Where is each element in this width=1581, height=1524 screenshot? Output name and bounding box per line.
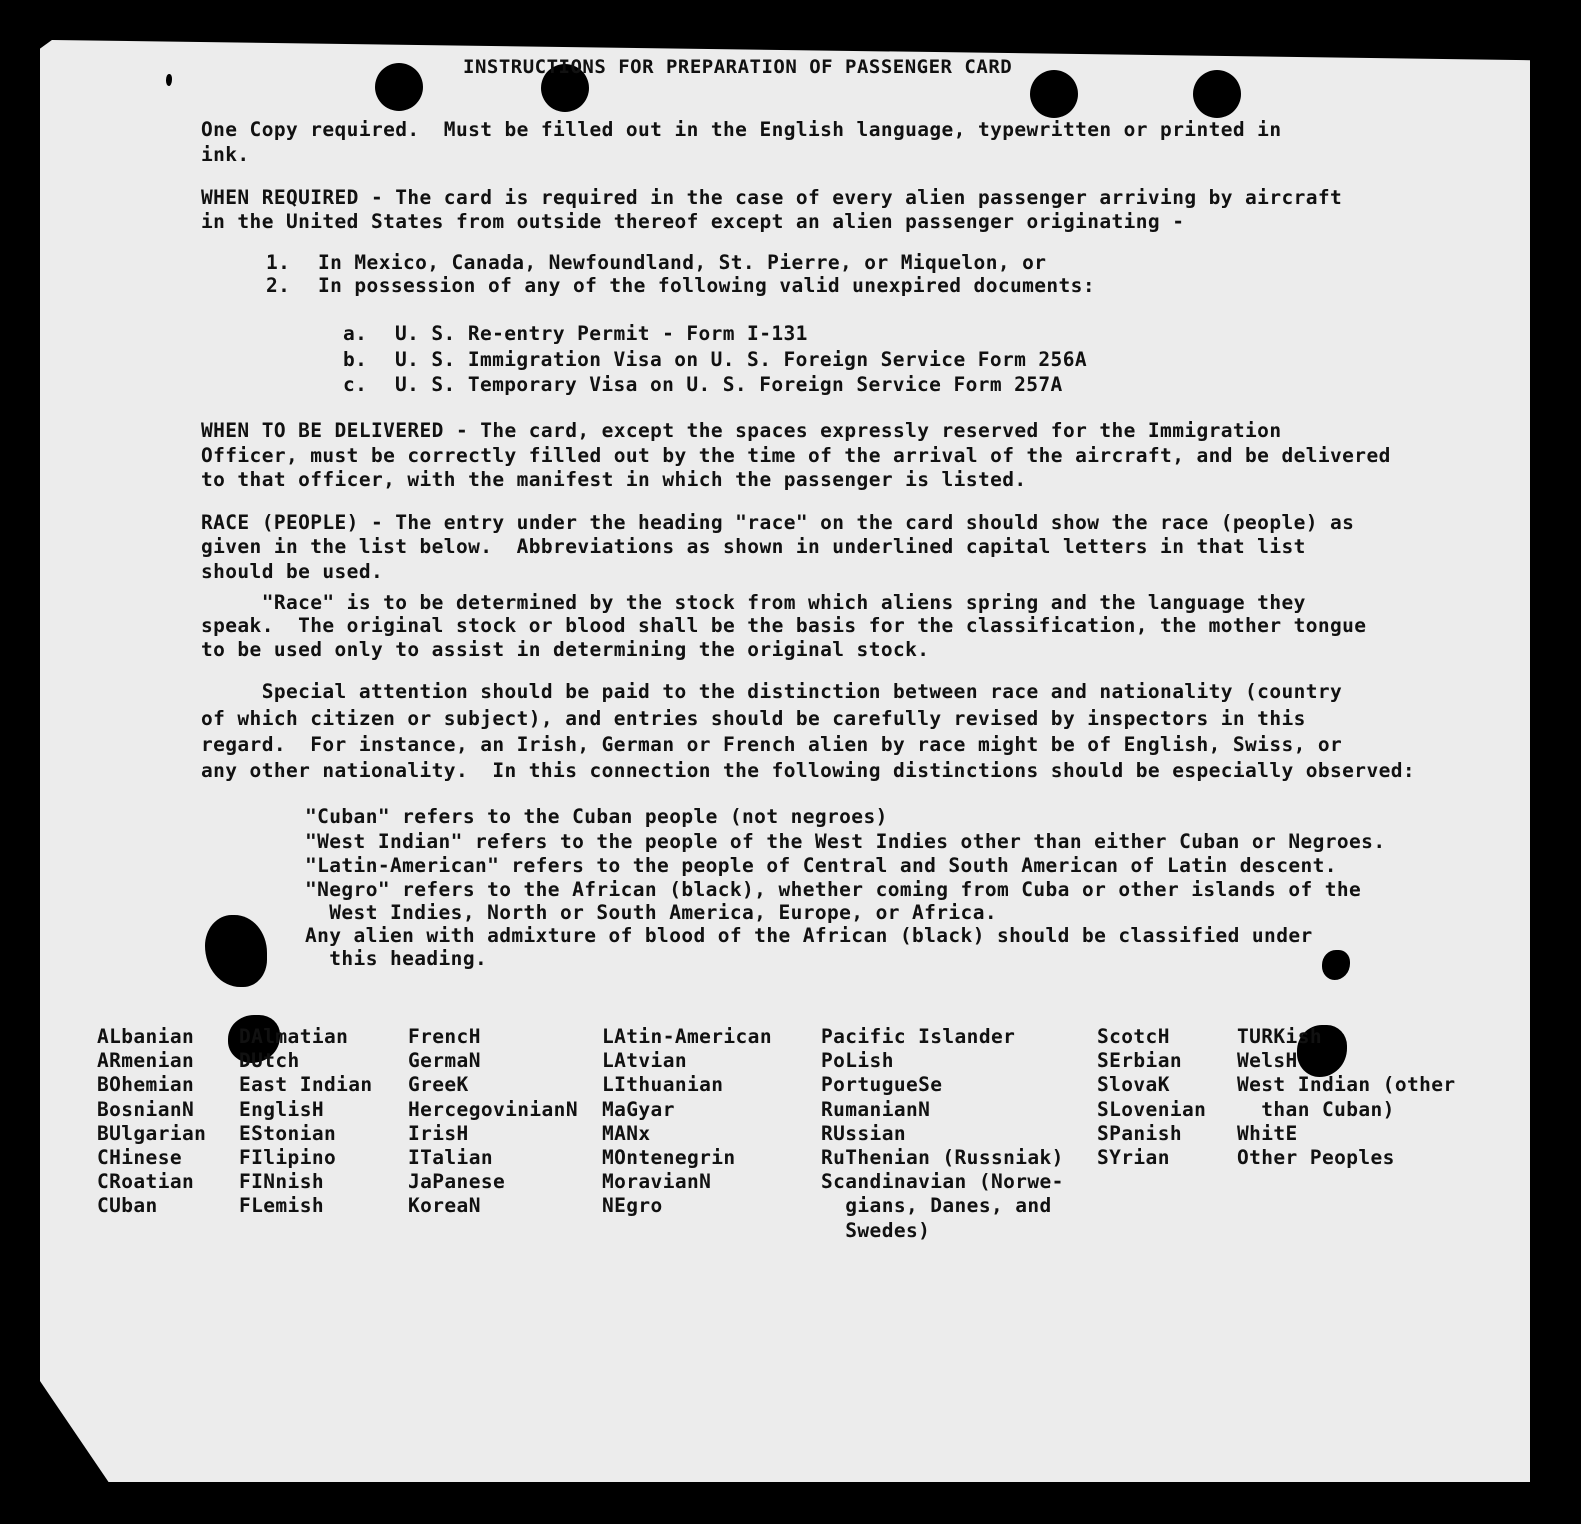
race-entry: Pacific Islander [821,1025,1016,1048]
race-entry: ITalian [408,1146,493,1170]
race-entry: Scandinavian (Norwe- [821,1170,1064,1194]
race-entry: WelsH [1237,1049,1298,1073]
race-entry: GreeK [408,1073,469,1097]
race-entry: FINnish [239,1170,324,1194]
race-entry: FIlipino [239,1146,337,1170]
race-entry: LAtvian [602,1049,687,1073]
special-line-4: any other nationality. In this connection the following distinctions should be especially observed: [201,759,1415,782]
intro-line-1: One Copy required. Must be filled out in the English language, typewritten or printed in [201,118,1282,141]
race-list-column-4 [602,1025,772,1219]
distinction-admixture: Any alien with admixture of blood of the African (black) should be classified under [305,924,1313,947]
race-entry: ARmenian [97,1049,195,1073]
race-entry: MaGyar [602,1097,675,1121]
race-line-2: given in the list below. Abbreviations as shown in underlined capital letters in that list [201,535,1306,558]
race-entry: BUlgarian [97,1121,207,1145]
punch-hole [1030,70,1078,118]
race-entry: MANx [602,1121,651,1145]
when-required-line-2: in the United States from outside thereof except an alien passenger originating - [201,210,1185,233]
race-entry: than Cuban) [1237,1097,1395,1121]
race-entry: BosnianN [97,1097,195,1121]
race-entry: LIthuanian [602,1073,724,1097]
intro-line-2: ink. [201,143,250,166]
race-entry: SPanish [1097,1121,1182,1145]
distinction-west-indian: "West Indian" refers to the people of the West Indies other than either Cuban or Negroes. [305,830,1386,853]
distinction-negro-cont: West Indies, North or South America, Europe, or Africa. [305,901,997,924]
race-entry: NEgro [602,1194,663,1218]
race-defined-line-2: speak. The original stock or blood shall be the basis for the classification, the mother tongue [201,614,1367,637]
race-entry: ScotcH [1097,1025,1170,1048]
numbered-1-text: In Mexico, Canada, Newfoundland, St. Pierre, or Miquelon, or [318,251,1047,274]
distinction-latin-american: "Latin-American" refers to the people of Central and South American of Latin descent. [305,854,1337,877]
race-entry: EnglisH [239,1097,324,1121]
numbered-1-num: 1. [266,251,291,274]
document-c-letter: c. [343,373,368,396]
document-b-text: U. S. Immigration Visa on U. S. Foreign Service Form 256A [395,348,1087,371]
race-entry: PoLish [821,1049,894,1073]
distinction-admixture-cont: this heading. [305,947,488,970]
document-a-letter: a. [343,322,368,345]
race-line-3: should be used. [201,560,384,583]
race-entry: CHinese [97,1146,182,1170]
race-entry: RuThenian (Russniak) [821,1146,1064,1170]
race-entry: West Indian (other [1237,1073,1456,1097]
race-entry: DUtch [239,1049,300,1073]
race-entry: FLemish [239,1194,324,1218]
special-line-2: of which citizen or subject), and entries should be carefully revised by inspectors in this [201,707,1306,730]
numbered-2-num: 2. [266,274,291,297]
race-entry: CRoatian [97,1170,195,1194]
race-entry: KoreaN [408,1194,481,1218]
race-entry: EStonian [239,1121,337,1145]
when-delivered-line-3: to that officer, with the manifest in which the passenger is listed. [201,468,1027,491]
race-entry: Swedes) [821,1218,931,1242]
race-entry: IrisH [408,1121,469,1145]
race-entry: SErbian [1097,1049,1182,1073]
special-line-3: regard. For instance, an Irish, German or French alien by race might be of English, Swiss, or [201,733,1343,756]
race-line-1: RACE (PEOPLE) - The entry under the heading "race" on the card should show the race (people) as [201,511,1355,534]
race-entry: MoravianN [602,1170,712,1194]
race-list-column-1 [97,1025,206,1219]
race-entry: ALbanian [97,1025,195,1048]
distinction-negro: "Negro" refers to the African (black), whether coming from Cuba or other islands of the [305,878,1362,901]
race-entry: PortugueSe [821,1073,943,1097]
race-entry: SlovaK [1097,1073,1170,1097]
race-entry: TURKish [1237,1025,1322,1048]
race-entry: WhitE [1237,1121,1298,1145]
race-list-column-3 [408,1025,578,1219]
race-entry: Other Peoples [1237,1146,1395,1170]
race-entry: BOhemian [97,1073,195,1097]
page-title: INSTRUCTIONS FOR PREPARATION OF PASSENGER CARD [463,56,1013,78]
race-list-column-6 [1097,1025,1206,1170]
race-entry: HercegovinianN [408,1097,578,1121]
punch-hole [1193,70,1241,118]
special-line-1: Special attention should be paid to the distinction between race and nationality (country [201,680,1343,703]
race-entry: SYrian [1097,1146,1170,1170]
race-entry: East Indian [239,1073,373,1097]
race-list-column-5 [821,1025,1064,1243]
race-entry: GermaN [408,1049,481,1073]
race-defined-line-1: "Race" is to be determined by the stock from which aliens spring and the language they [201,591,1306,614]
when-delivered-line-2: Officer, must be correctly filled out by the time of the arrival of the aircraft, and be delivered [201,444,1391,467]
document-b-letter: b. [343,348,368,371]
when-required-line-1: WHEN REQUIRED - The card is required in the case of every alien passenger arriving by aircraft [201,186,1343,209]
document-a-text: U. S. Re-entry Permit - Form I-131 [395,322,808,345]
race-entry: CUban [97,1194,158,1218]
race-entry: DAlmatian [239,1025,349,1048]
race-entry: gians, Danes, and [821,1194,1052,1218]
document-c-text: U. S. Temporary Visa on U. S. Foreign Service Form 257A [395,373,1063,396]
race-list-column-2 [239,1025,373,1219]
punch-hole [375,63,423,111]
race-entry: LAtin-American [602,1025,772,1048]
numbered-2-text: In possession of any of the following valid unexpired documents: [318,274,1095,297]
when-delivered-line-1: WHEN TO BE DELIVERED - The card, except the spaces expressly reserved for the Immigration [201,419,1282,442]
race-entry: RumanianN [821,1097,931,1121]
distinction-cuban: "Cuban" refers to the Cuban people (not negroes) [305,805,888,828]
race-defined-line-3: to be used only to assist in determining the original stock. [201,638,930,661]
race-entry: MOntenegrin [602,1146,736,1170]
race-entry: FrencH [408,1025,481,1048]
race-entry: RUssian [821,1121,906,1145]
race-list-column-7 [1237,1025,1456,1170]
race-entry: SLovenian [1097,1097,1207,1121]
race-entry: JaPanese [408,1170,506,1194]
